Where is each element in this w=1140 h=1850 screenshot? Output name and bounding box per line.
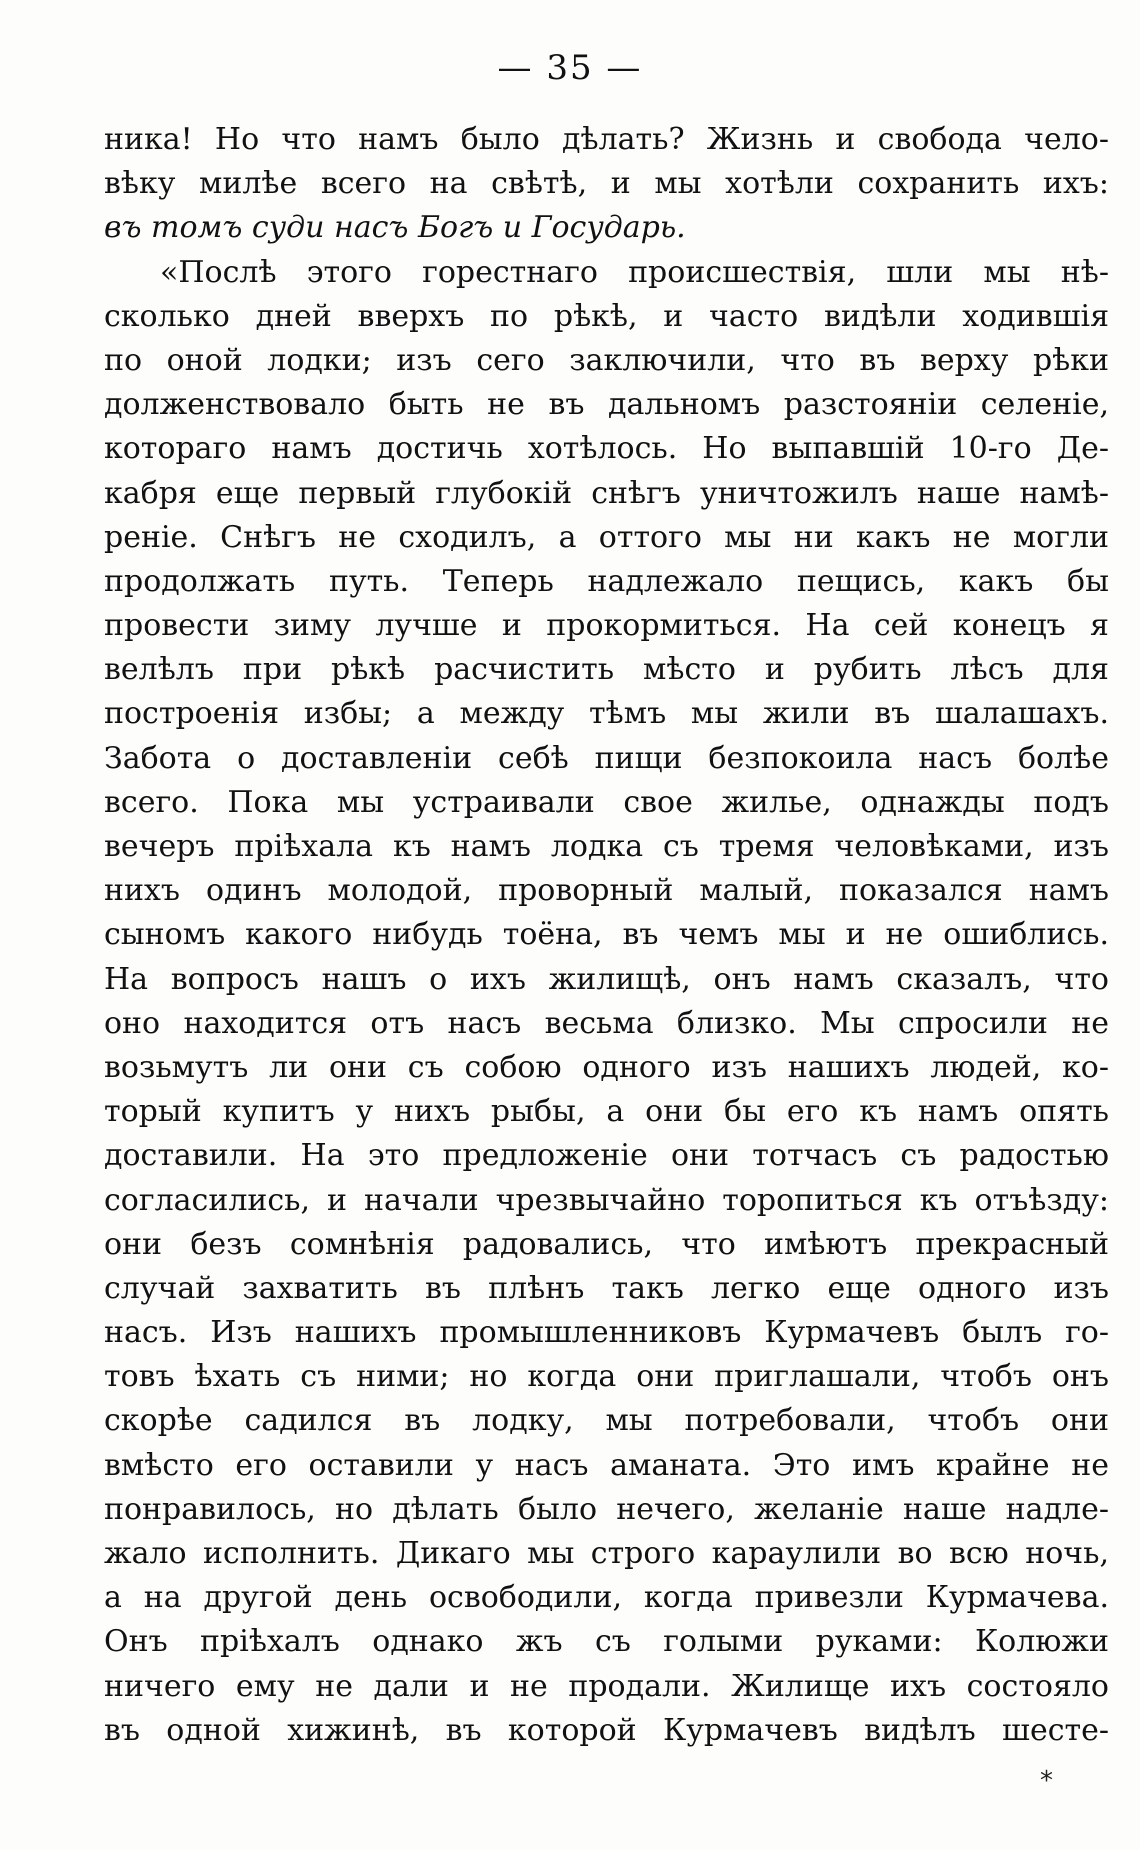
text-line: ничего ему не дали и не продали. Жилище ихъ состояло (104, 1668, 1109, 1704)
text-line: жало исполнить. Дикаго мы строго караулили во всю ночь, (104, 1536, 1109, 1571)
page-number: — 35 — (497, 48, 643, 88)
text-line: велѣлъ при рѣкѣ расчистить мѣсто и рубить лѣсъ для (104, 652, 1109, 688)
text-line: сколько дней вверхъ по рѣкѣ, и часто видѣли ходившія (104, 298, 1109, 334)
text-line-italic: въ томъ суди насъ Богъ и Государь. (104, 210, 686, 246)
text-line: доставили. На это предложеніе они тотчасъ съ радостью (104, 1138, 1109, 1174)
text-line: всего. Пока мы устраивали свое жилье, однажды подъ (104, 784, 1109, 820)
paragraph-start-line: «Послѣ этого горестнаго происшествія, шли мы нѣ- (160, 254, 1109, 290)
text-line: насъ. Изъ нашихъ промышленниковъ Курмачевъ былъ го- (104, 1315, 1109, 1351)
text-line: вечеръ пріѣхала къ намъ лодка съ тремя человѣками, изъ (104, 829, 1109, 864)
signature-mark: * (1040, 1766, 1053, 1796)
text-line: котораго намъ достичь хотѣлось. Но выпавшій 10-го Де- (104, 431, 1109, 467)
text-line: кабря еще первый глубокій снѣгъ уничтожилъ наше намѣ- (104, 475, 1109, 511)
text-line: торый купитъ у нихъ рыбы, а они бы его къ намъ опять (104, 1094, 1109, 1130)
text-line: Онъ пріѣхалъ однако жъ съ голыми руками: Колюжи (104, 1624, 1109, 1660)
text-line: случай захватить въ плѣнъ такъ легко еще одного изъ (104, 1270, 1109, 1306)
text-line: Забота о доставленіи себѣ пищи безпокоила насъ болѣе (104, 740, 1109, 776)
text-line: оно находится отъ насъ весьма близко. Мы спросили не (104, 1005, 1109, 1041)
text-line: товъ ѣхать съ ними; но когда они приглашали, чтобъ онъ (104, 1359, 1109, 1395)
text-line: провести зиму лучше и прокормиться. На сей конецъ я (104, 608, 1109, 644)
text-line: сыномъ какого нибудь тоёна, въ чемъ мы и не ошиблись. (104, 917, 1109, 953)
text-line: нихъ одинъ молодой, проворный малый, показался намъ (104, 873, 1109, 909)
text-line: На вопросъ нашъ о ихъ жилищѣ, онъ намъ сказалъ, что (104, 961, 1109, 997)
text-line: продолжать путь. Теперь надлежало пещись, какъ бы (104, 563, 1109, 599)
text-line: по оной лодки; изъ сего заключили, что въ верху рѣки (104, 342, 1109, 378)
page-text (104, 118, 1109, 1753)
text-line: построенія избы; а между тѣмъ мы жили въ шалашахъ. (104, 696, 1109, 732)
text-line: вѣку милѣе всего на свѣтѣ, и мы хотѣли сохранить ихъ: (104, 166, 1109, 202)
text-line: реніе. Снѣгъ не сходилъ, а оттого мы ни какъ не могли (104, 519, 1109, 555)
text-line: долженствовало быть не въ дальномъ разстояніи селеніе, (104, 387, 1109, 423)
text-line: вмѣсто его оставили у насъ аманата. Это имъ крайне не (104, 1447, 1109, 1483)
text-line: они безъ сомнѣнія радовались, что имѣютъ прекрасный (104, 1226, 1109, 1262)
text-line: а на другой день освободили, когда привезли Курмачева. (104, 1580, 1109, 1616)
text-line: ника! Но что намъ было дѣлать? Жизнь и свобода чело- (104, 122, 1109, 157)
text-line: скорѣе садился въ лодку, мы потребовали, чтобъ они (104, 1403, 1109, 1439)
text-line: возьмутъ ли они съ собою одного изъ нашихъ людей, ко- (104, 1049, 1109, 1085)
text-line: понравилось, но дѣлать было нечего, желаніе наше надле- (104, 1491, 1109, 1527)
text-line: въ одной хижинѣ, въ которой Курмачевъ видѣлъ шесте- (104, 1712, 1109, 1748)
text-line: согласились, и начали чрезвычайно торопиться къ отъѣзду: (104, 1182, 1109, 1218)
